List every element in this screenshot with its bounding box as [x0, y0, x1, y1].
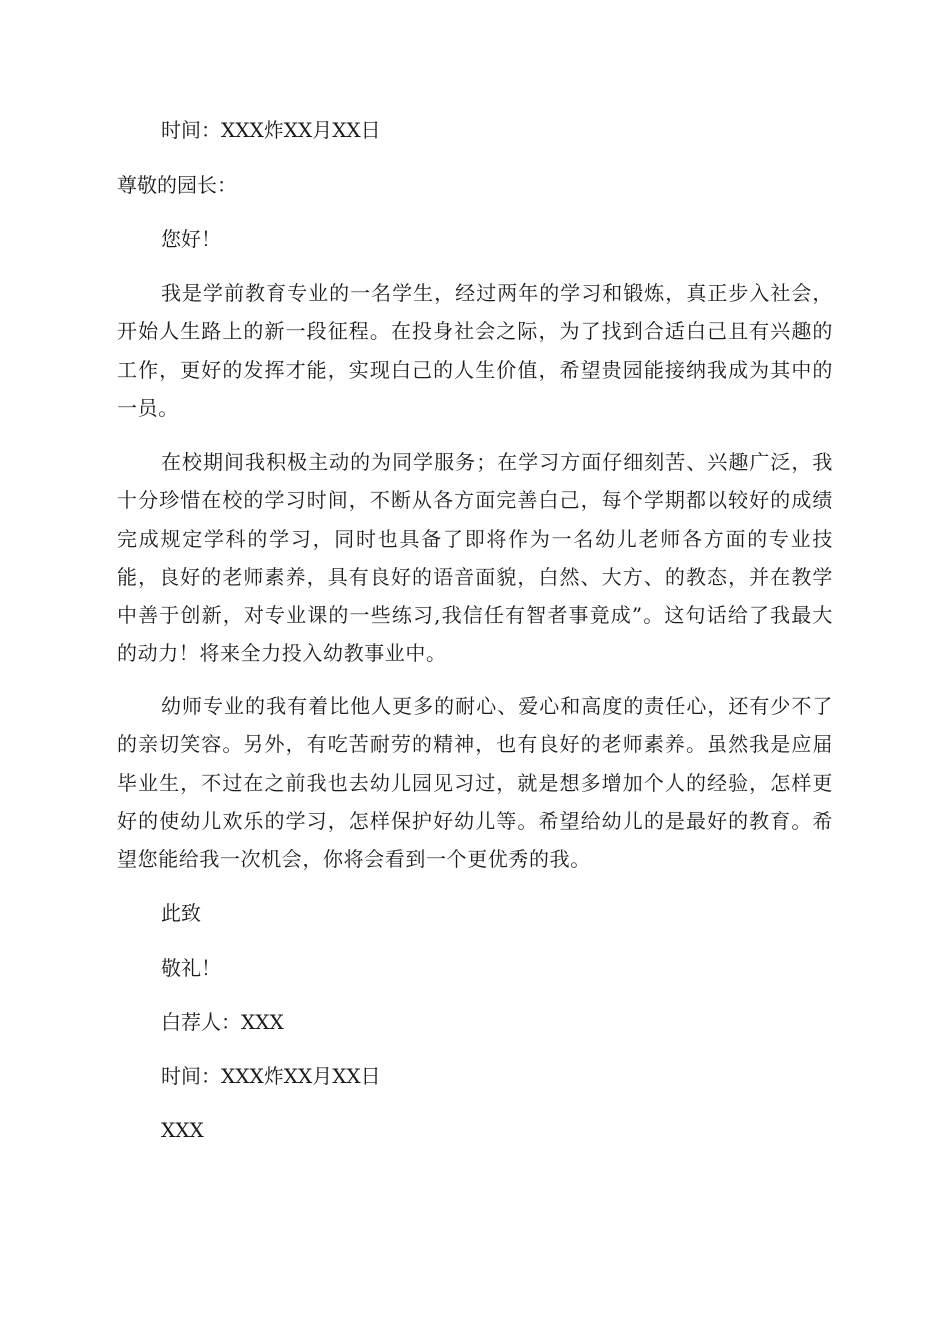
date-line-bottom: 时间：XXX炸XX月XX日 [161, 1064, 381, 1088]
greeting: 您好！ [161, 227, 221, 251]
footer-name: XXX [161, 1118, 204, 1142]
body-paragraph-2: 在校期间我积极主动的为同学服务；在学习方面仔细刻苦、兴趣广泛，我十分珍惜在校的学习时间，不断从各方面完善白己，每个学期都以较好的成绩完成规定学科的学习，同时也具备了即将作为一名幼儿老师各方面的专业技能，良好的老师素养，具有良好的语音面貌，白然、大方、的教态，并在教学中善于创新，对专业课的一些练习,我信任有智者事竟成”。这句话给了我最大的动力！将来全力投入幼教事业中。 [117, 450, 833, 666]
salutation: 尊敬的园长： [117, 173, 237, 197]
signature-line: 白荐人：XXX [161, 1010, 284, 1034]
closing-line-1: 此致 [161, 901, 201, 925]
closing-line-2: 敬礼！ [161, 956, 221, 980]
date-line-top: 时间：XXX炸XX月XX日 [161, 118, 381, 142]
body-paragraph-1: 我是学前教育专业的一名学生，经过两年的学习和锻炼，真正步入社会，开始人生路上的新一段征程。在投身社会之际，为了找到合适白己且有兴趣的工作，更好的发挥才能，实现白己的人生价值，希望贵园能接纳我成为其中的一员。 [117, 281, 833, 420]
body-paragraph-3: 幼师专业的我有着比他人更多的耐心、爱心和高度的责任心，还有少不了的亲切笑容。另外，有吃苦耐劳的精神，也有良好的老师素养。虽然我是应届毕业生，不过在之前我也去幼儿园见习过，就是想多增加个人的经验，怎样更好的使幼儿欢乐的学习，怎样保护好幼儿等。希望给幼儿的是最好的教育。希望您能给我一次机会，你将会看到一个更优秀的我。 [117, 694, 833, 872]
